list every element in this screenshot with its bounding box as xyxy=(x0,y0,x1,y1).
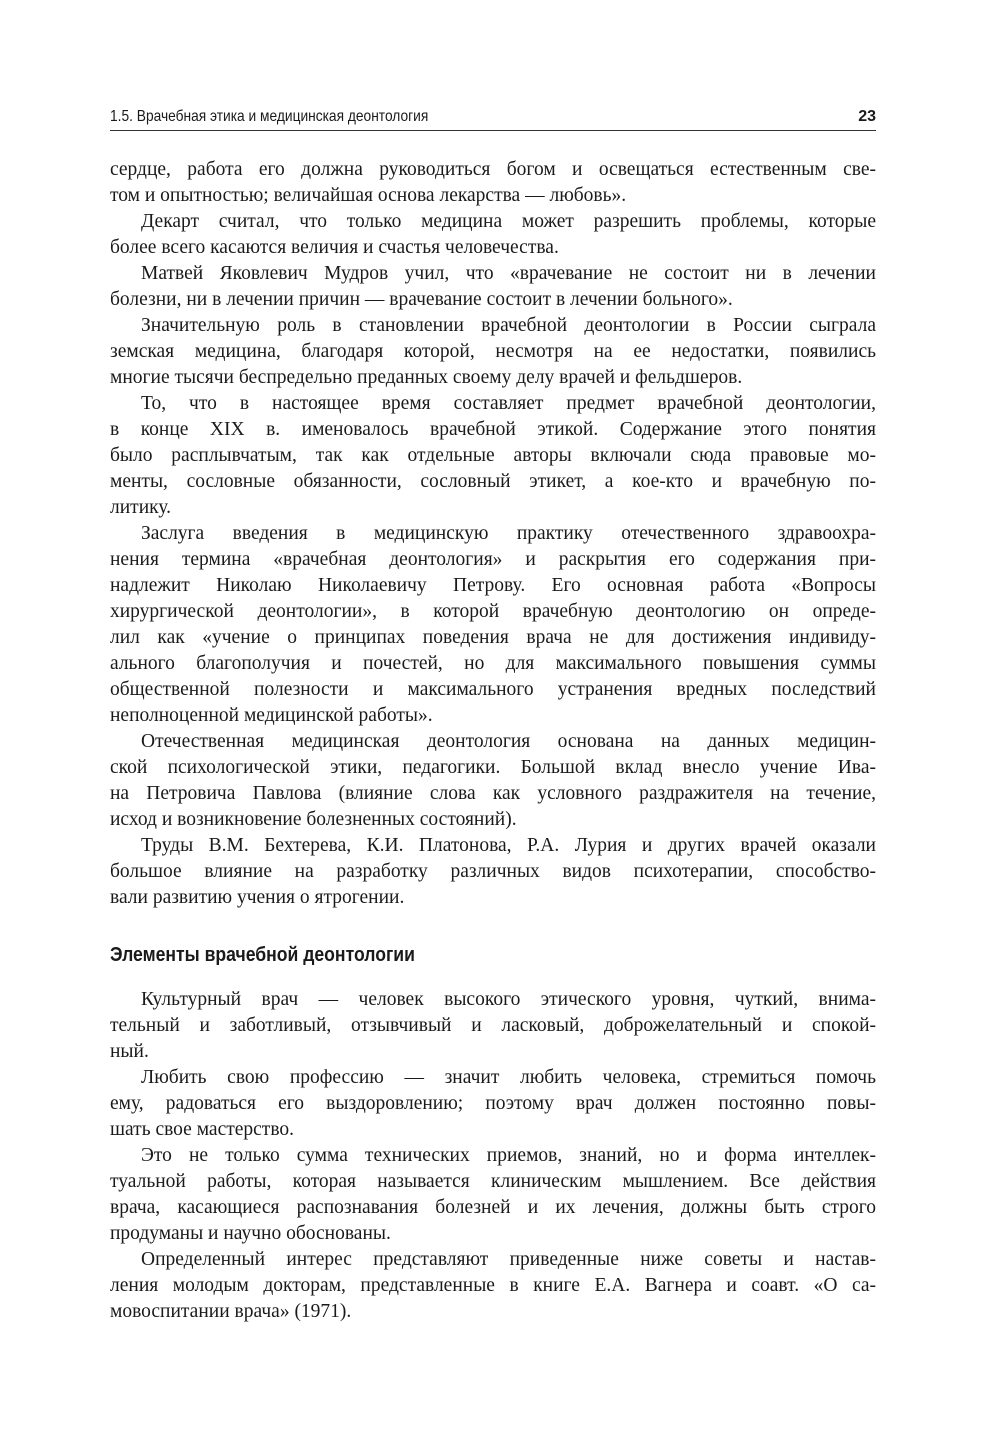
paragraph xyxy=(110,987,876,1065)
text-line: Это не только сумма технических приемов, знаний, но и форма интеллек- xyxy=(141,1145,876,1166)
paragraph xyxy=(110,1143,876,1247)
body-text-section-1 xyxy=(110,157,876,911)
text-line: Декарт считал, что только медицина может разрешить проблемы, которые xyxy=(141,211,876,232)
text-line: хирургической деонтологии», в которой врачебную деонтологию он опреде- xyxy=(110,601,876,622)
text-line: Матвей Яковлевич Мудров учил, что «врачевание не состоит ни в лечении xyxy=(141,263,876,284)
text-line: лил как «учение о принципах поведения врача не для достижения индивиду- xyxy=(110,627,876,648)
text-line: Любить свою профессию — значит любить человека, стремиться помочь xyxy=(141,1067,876,1088)
text-line: литику. xyxy=(110,497,171,518)
text-line: Труды В.М. Бехтерева, К.И. Платонова, Р.А. Лурия и других врачей оказали xyxy=(141,835,876,856)
text-line: То, что в настоящее время составляет предмет врачебной деонтологии, xyxy=(141,393,876,414)
text-line: более всего касаются величия и счастья человечества. xyxy=(110,237,559,258)
text-line: мовоспитании врача» (1971). xyxy=(110,1301,352,1322)
text-line: неполноценной медицинской работы». xyxy=(110,705,433,726)
text-line: вали развитию учения о ятрогении. xyxy=(110,887,405,908)
running-header-title: 1.5. Врачебная этика и медицинская деонтология xyxy=(110,108,429,125)
text-line: на Петровича Павлова (влияние слова как условного раздражителя на течение, xyxy=(110,783,876,804)
text-line: врача, касающиеся распознавания болезней и их лечения, должны быть строго xyxy=(110,1197,876,1218)
paragraph xyxy=(110,1065,876,1143)
text-line: Значительную роль в становлении врачебной деонтологии в России сыграла xyxy=(141,315,876,336)
text-line: болезни, ни в лечении причин — врачевание состоит в лечении больного». xyxy=(110,289,733,310)
body-text-section-2 xyxy=(110,987,876,1325)
text-line: туальной работы, которая называется клиническим мышлением. Все действия xyxy=(110,1171,876,1192)
paragraph xyxy=(110,157,876,209)
paragraph xyxy=(110,313,876,391)
paragraph xyxy=(110,521,876,729)
text-line: исход и возникновение болезненных состояний). xyxy=(110,809,517,830)
text-line: продуманы и научно обоснованы. xyxy=(110,1223,391,1244)
text-line: Определенный интерес представляют приведенные ниже советы и настав- xyxy=(141,1249,876,1270)
paragraph xyxy=(110,391,876,521)
text-line: ный. xyxy=(110,1041,149,1062)
text-line: ской психологической этики, педагогики. Большой вклад внесло учение Ива- xyxy=(110,757,876,778)
text-line: в конце XIX в. именовалось врачебной этикой. Содержание этого понятия xyxy=(110,419,876,440)
paragraph xyxy=(110,833,876,911)
text-line: общественной полезности и максимального устранения вредных последствий xyxy=(110,679,876,700)
text-line: нения термина «врачебная деонтология» и раскрытия его содержания при- xyxy=(110,549,876,570)
page-number: 23 xyxy=(858,108,876,125)
paragraph xyxy=(110,261,876,313)
text-line: большое влияние на разработку различных видов психотерапии, способство- xyxy=(110,861,876,882)
text-line: ему, радоваться его выздоровлению; поэтому врач должен постоянно повы- xyxy=(110,1093,876,1114)
paragraph xyxy=(110,1247,876,1325)
text-line: надлежит Николаю Николаевичу Петрову. Его основная работа «Вопросы xyxy=(110,575,876,596)
text-line: Заслуга введения в медицинскую практику отечественного здравоохра- xyxy=(141,523,876,544)
text-line: ального благополучия и почестей, но для максимального повышения суммы xyxy=(110,653,876,674)
running-header xyxy=(110,104,876,131)
text-line: многие тысячи беспредельно преданных своему делу врачей и фельдшеров. xyxy=(110,367,743,388)
text-line: земская медицина, благодаря которой, несмотря на ее недостатки, появились xyxy=(110,341,876,362)
text-line: тельный и заботливый, отзывчивый и ласковый, доброжелательный и спокой- xyxy=(110,1015,876,1036)
text-line: Отечественная медицинская деонтология основана на данных медицин- xyxy=(141,731,876,752)
text-line: том и опытностью; величайшая основа лекарства — любовь». xyxy=(110,185,627,206)
paragraph xyxy=(110,729,876,833)
section-heading: Элементы врачебной деонтологии xyxy=(110,944,415,966)
text-line: менты, сословные обязанности, сословный этикет, а кое-кто и врачебную по- xyxy=(110,471,876,492)
text-line: было расплывчатым, так как отдельные авторы включали сюда правовые мо- xyxy=(110,445,876,466)
text-line: сердце, работа его должна руководиться богом и освещаться естественным све- xyxy=(110,159,876,180)
text-line: ления молодым докторам, представленные в книге Е.А. Вагнера и соавт. «О са- xyxy=(110,1275,876,1296)
paragraph xyxy=(110,209,876,261)
text-line: шать свое мастерство. xyxy=(110,1119,295,1140)
text-line: Культурный врач — человек высокого этического уровня, чуткий, внима- xyxy=(141,989,876,1010)
